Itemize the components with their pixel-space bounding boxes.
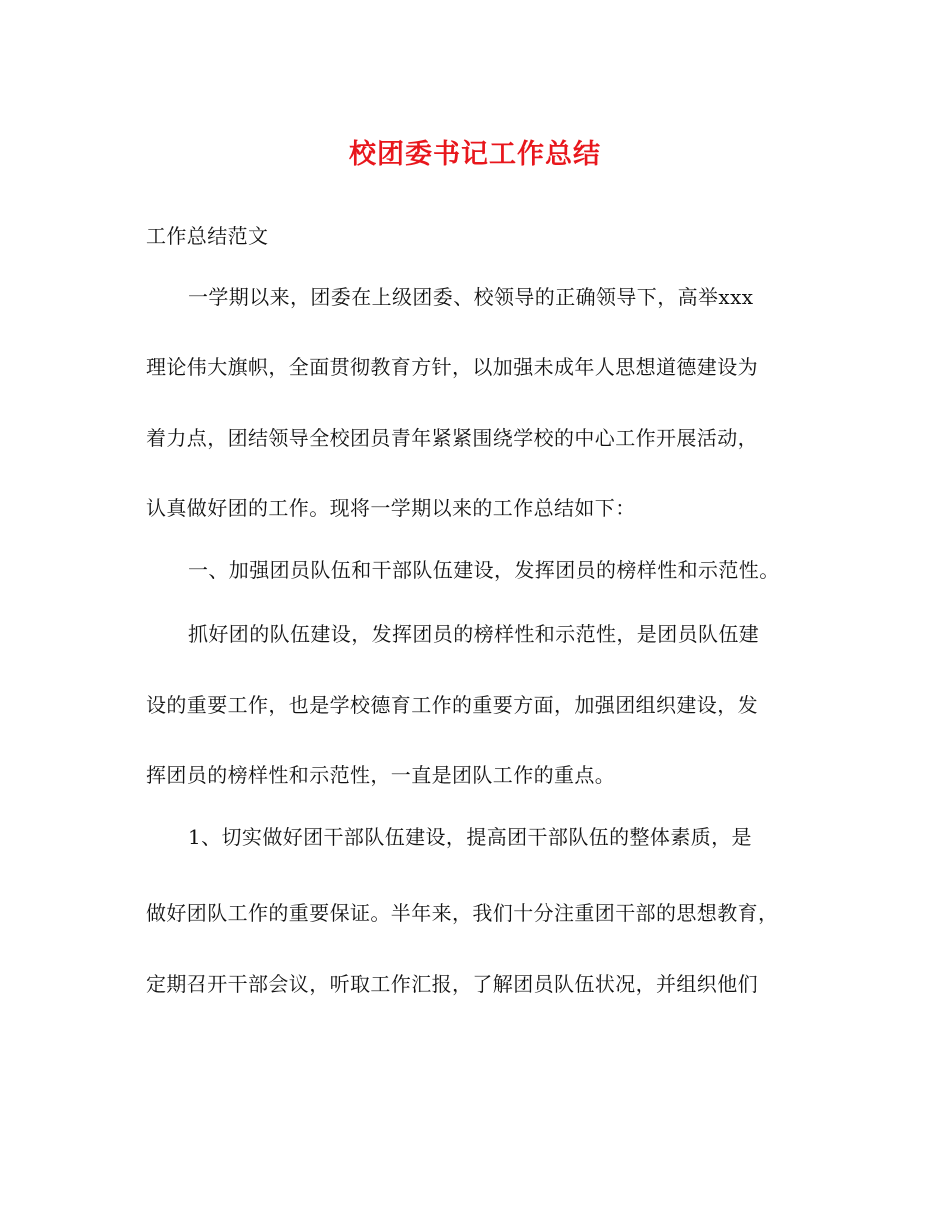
- document-subtitle: 工作总结范文: [146, 224, 269, 248]
- document-title: 校团委书记工作总结: [349, 139, 601, 170]
- section-heading: 一、加强团员队伍和干部队伍建设，发挥团员的榜样性和示范性。: [188, 558, 780, 582]
- paragraph-line: 着力点，团结领导全校团员青年紧紧围绕学校的中心工作开展活动，: [146, 426, 758, 450]
- paragraph-line: 认真做好团的工作。现将一学期以来的工作总结如下：: [146, 496, 636, 520]
- paragraph-line: 抓好团的队伍建设，发挥团员的榜样性和示范性，是团员队伍建: [188, 622, 760, 646]
- paragraph-line: 一学期以来，团委在上级团委、校领导的正确领导下，高举xxx: [188, 285, 754, 309]
- paragraph-line: 挥团员的榜样性和示范性，一直是团队工作的重点。: [146, 763, 616, 787]
- paragraph-line: 1、切实做好团干部队伍建设，提高团干部队伍的整体素质，是: [188, 825, 752, 849]
- paragraph-line: 设的重要工作，也是学校德育工作的重要方面，加强团组织建设，发: [146, 693, 758, 717]
- paragraph-line: 做好团队工作的重要保证。半年来，我们十分注重团干部的思想教育，: [146, 901, 779, 925]
- paragraph-line: 定期召开干部会议，听取工作汇报，了解团员队伍状况，并组织他们: [146, 972, 758, 996]
- paragraph-line: 理论伟大旗帜，全面贯彻教育方针，以加强未成年人思想道德建设为: [146, 355, 758, 379]
